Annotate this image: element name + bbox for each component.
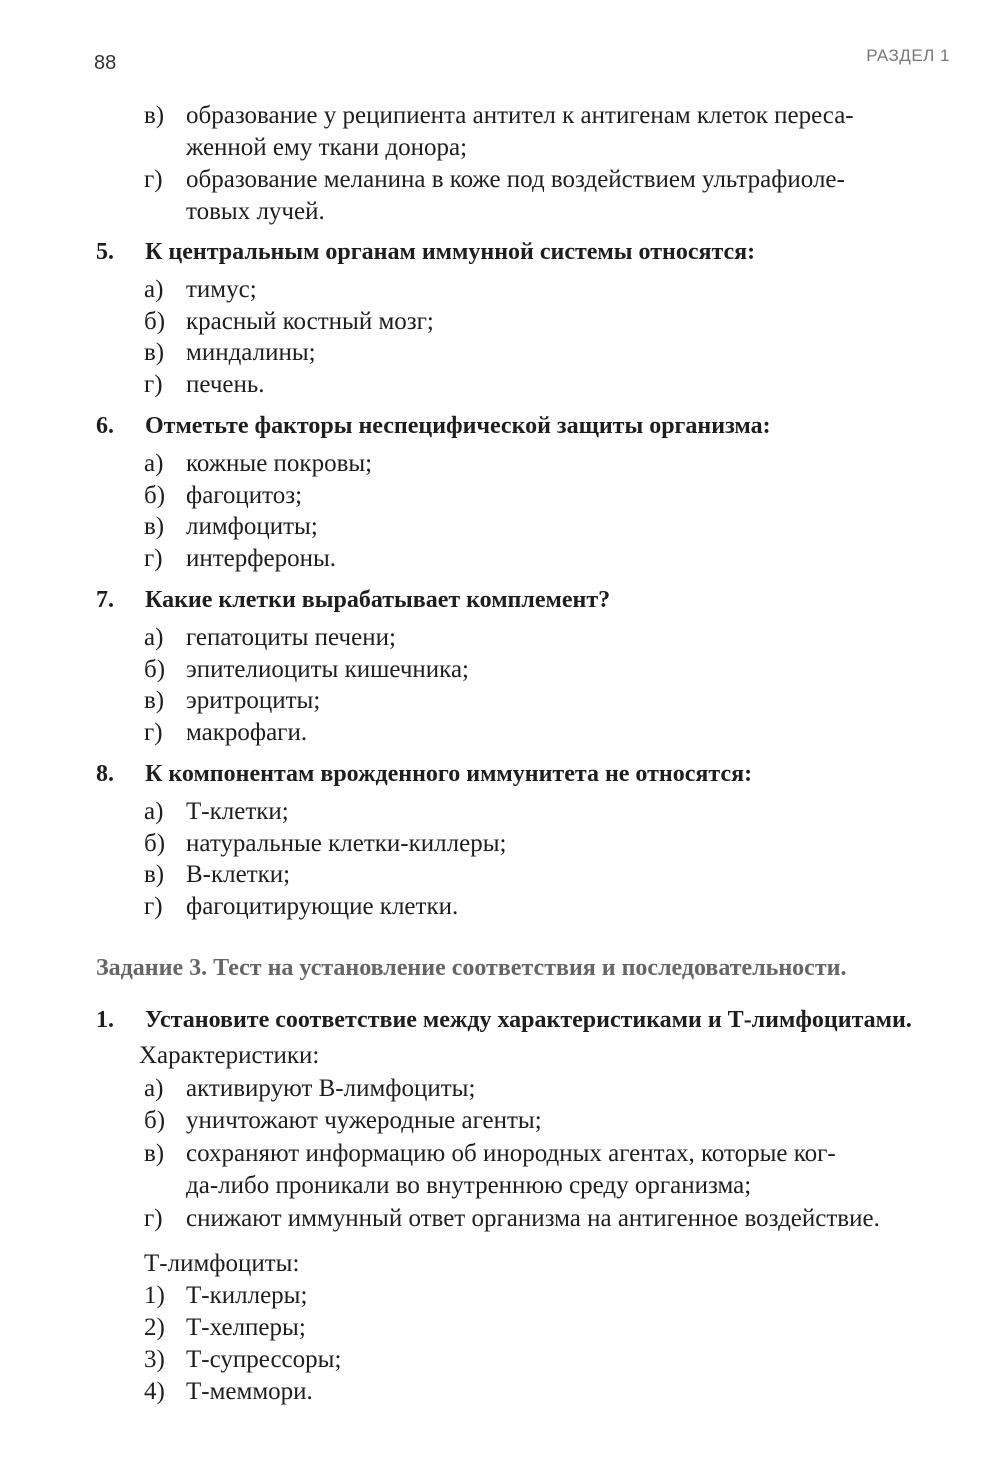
question-text: К компонентам врожденного иммунитета не относятся: [145,761,753,787]
question-text: Установите соответствие между характеристиками и Т-лимфоцитами. [145,1007,912,1033]
option-text: Т-хелперы; [186,1314,306,1341]
option-text: эпителиоциты кишечника; [186,655,469,683]
option-text: товых лучей. [186,198,325,225]
option-letter: г) [144,892,163,920]
option-letter: г) [144,166,163,193]
option-text: эритроциты; [186,687,321,714]
option-text: снижают иммунный ответ организма на антигенное воздействие. [186,1205,880,1232]
option-text: натуральные клетки-киллеры; [186,829,507,857]
page-number: 88 [94,52,117,74]
option-letter: г) [144,1205,163,1232]
option-text: миндалины; [186,339,316,366]
question-text: К центральным органам иммунной системы относятся: [145,239,756,265]
option-text: сохраняют информацию об инородных агентах, которые ког- [186,1140,836,1167]
option-text: уничтожают чужеродные агенты; [186,1107,542,1134]
option-letter: б) [144,481,166,509]
option-letter: б) [144,307,166,335]
option-number: 4) [144,1378,165,1405]
question-number: 8. [96,761,114,787]
option-letter: б) [144,655,166,683]
option-text: фагоцитирующие клетки. [186,892,459,920]
option-number: 3) [144,1346,165,1373]
option-letter: а) [144,276,164,303]
option-letter: а) [144,1075,164,1102]
option-letter: в) [144,1140,165,1167]
option-text: да-либо проникали во внутреннюю среду организма; [186,1172,752,1199]
option-letter: б) [144,829,166,857]
option-text: Т-меммори. [186,1378,313,1405]
question-text: Отметьте факторы неспецифической защиты организма: [145,413,771,439]
option-number: 1) [144,1282,165,1309]
option-text: образование у реципиента антител к антигенам клеток переса- [186,102,854,129]
option-text: Т-клетки; [186,798,289,825]
option-letter: а) [144,798,164,825]
option-text: интерфероны. [186,544,336,572]
task-heading: Задание 3. Тест на установление соответствия и последовательности. [96,955,847,981]
option-letter: а) [144,624,164,651]
question-number: 7. [96,587,114,613]
lymphocytes-label: Т-лимфоциты: [144,1250,300,1277]
option-letter: б) [144,1107,166,1134]
option-letter: а) [144,450,164,477]
section-label: РАЗДЕЛ 1 [866,46,950,65]
option-text: кожные покровы; [186,450,373,477]
option-text: фагоцитоз; [186,481,303,509]
option-text: макрофаги. [186,718,308,746]
option-letter: в) [144,102,165,129]
option-text: В-клетки; [186,861,291,888]
question-number: 6. [96,413,114,439]
option-text: гепатоциты печени; [186,624,396,651]
option-text: тимус; [186,276,257,303]
question-number: 5. [96,239,114,265]
question-text: Какие клетки вырабатывает комплемент? [145,587,611,613]
option-text: Т-супрессоры; [186,1346,342,1373]
option-text: печень. [186,370,265,398]
option-letter: в) [144,513,165,540]
question-number: 1. [96,1007,114,1033]
option-letter: в) [144,687,165,714]
option-letter: в) [144,339,165,366]
option-text: лимфоциты; [186,513,318,540]
option-text: активируют В-лимфоциты; [186,1075,476,1102]
option-letter: г) [144,544,163,572]
option-number: 2) [144,1314,165,1341]
option-text: образование меланина в коже под воздействием ультрафиоле- [186,166,845,193]
option-letter: г) [144,370,163,398]
option-letter: г) [144,718,163,746]
option-text: Т-киллеры; [186,1282,308,1309]
characteristics-label: Характеристики: [139,1042,320,1069]
option-text: красный костный мозг; [186,307,434,335]
option-text: женной ему ткани донора; [186,134,468,161]
option-letter: в) [144,861,165,888]
